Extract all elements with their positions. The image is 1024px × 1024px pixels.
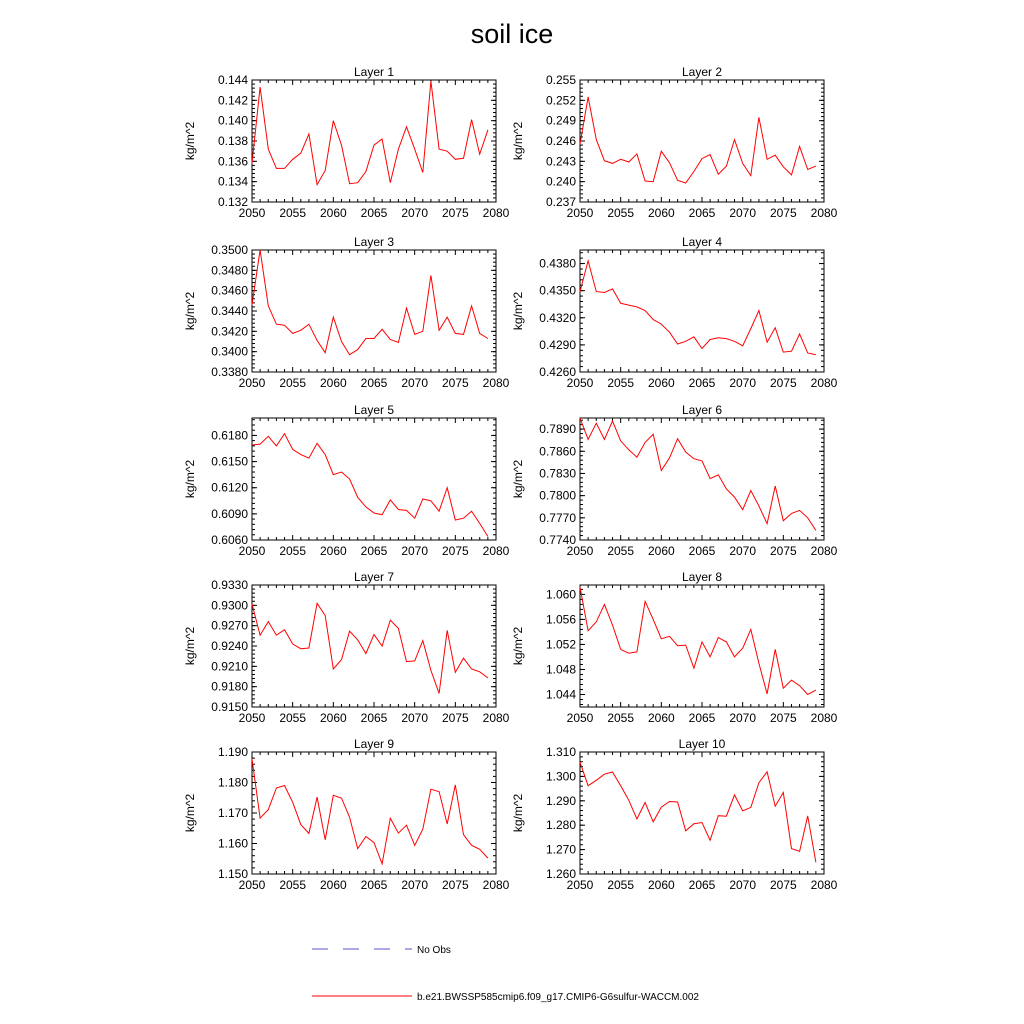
y-tick-label: 0.3420 xyxy=(211,324,248,339)
y-tick-label: 0.9210 xyxy=(211,659,248,674)
x-tick-label: 2070 xyxy=(729,878,757,892)
plot-frame xyxy=(580,418,824,540)
y-tick-label: 1.044 xyxy=(545,687,576,702)
y-tick-label: 0.9240 xyxy=(211,639,248,653)
x-tick-label: 2055 xyxy=(279,544,307,558)
y-tick-label: 0.3380 xyxy=(211,365,248,379)
y-tick-label: 0.3500 xyxy=(211,243,248,257)
y-tick-label: 1.160 xyxy=(217,836,248,851)
plot-frame xyxy=(252,418,496,540)
y-tick-label: 0.9180 xyxy=(211,679,248,694)
x-tick-label: 2075 xyxy=(769,544,797,558)
x-tick-label: 2050 xyxy=(238,878,266,892)
y-axis-label: kg/m^2 xyxy=(183,626,197,666)
series-line xyxy=(252,81,488,185)
x-tick-label: 2070 xyxy=(729,206,757,220)
y-tick-label: 1.180 xyxy=(217,775,248,790)
y-tick-label: 0.3480 xyxy=(211,263,248,278)
y-tick-label: 1.270 xyxy=(545,842,576,857)
panel-layer-10 xyxy=(511,737,838,892)
panel-title: Layer 3 xyxy=(353,235,395,249)
x-tick-label: 2055 xyxy=(279,206,307,220)
panels-group xyxy=(183,65,838,892)
x-tick-label: 2070 xyxy=(401,206,429,220)
x-tick-label: 2075 xyxy=(441,878,469,892)
x-tick-label: 2075 xyxy=(441,711,469,725)
x-tick-label: 2080 xyxy=(810,206,838,220)
x-tick-label: 2080 xyxy=(810,711,838,725)
y-tick-label: 0.9330 xyxy=(211,578,248,592)
x-tick-label: 2065 xyxy=(688,206,716,220)
panel-layer-4 xyxy=(511,235,838,390)
x-tick-label: 2075 xyxy=(769,878,797,892)
y-tick-label: 1.290 xyxy=(545,793,576,808)
x-tick-label: 2060 xyxy=(647,206,675,220)
plot-frame xyxy=(252,752,496,874)
plot-frame xyxy=(252,250,496,372)
y-tick-label: 0.6060 xyxy=(211,533,248,547)
y-tick-label: 0.7770 xyxy=(539,510,576,525)
panel-layer-9 xyxy=(183,737,510,892)
y-tick-label: 0.240 xyxy=(545,174,576,189)
x-tick-label: 2070 xyxy=(401,376,429,390)
y-tick-label: 1.060 xyxy=(545,587,576,602)
y-tick-label: 0.3400 xyxy=(211,344,248,359)
x-tick-label: 2080 xyxy=(482,376,510,390)
x-tick-label: 2060 xyxy=(647,544,675,558)
x-tick-label: 2065 xyxy=(360,206,388,220)
x-tick-label: 2070 xyxy=(729,544,757,558)
x-tick-label: 2060 xyxy=(319,206,347,220)
y-tick-label: 1.048 xyxy=(545,662,576,677)
legend-model-label: b.e21.BWSSP585cmip6.f09_g17.CMIP6-G6sulfur-WACCM.002 xyxy=(417,992,699,1003)
y-tick-label: 0.3440 xyxy=(211,304,248,318)
x-tick-label: 2065 xyxy=(688,711,716,725)
y-tick-label: 0.4290 xyxy=(539,337,576,352)
y-tick-label: 0.243 xyxy=(545,154,576,169)
x-tick-label: 2050 xyxy=(238,376,266,390)
series-line xyxy=(252,434,488,537)
x-tick-label: 2075 xyxy=(769,206,797,220)
y-tick-label: 1.056 xyxy=(545,612,576,627)
y-tick-label: 0.4350 xyxy=(539,283,576,298)
x-tick-label: 2065 xyxy=(688,376,716,390)
x-tick-label: 2060 xyxy=(319,711,347,725)
series-line xyxy=(580,261,816,355)
y-tick-label: 0.144 xyxy=(217,73,248,87)
figure-title: soil ice xyxy=(470,19,554,49)
panel-title: Layer 1 xyxy=(353,65,395,79)
y-tick-label: 0.252 xyxy=(545,93,576,108)
x-tick-label: 2055 xyxy=(279,711,307,725)
y-tick-label: 0.138 xyxy=(217,134,248,148)
legend-obs-label: No Obs xyxy=(417,945,451,956)
x-tick-label: 2050 xyxy=(566,206,594,220)
x-tick-label: 2070 xyxy=(729,376,757,390)
plot-frame xyxy=(580,250,824,372)
x-tick-label: 2065 xyxy=(688,878,716,892)
x-tick-label: 2050 xyxy=(238,206,266,220)
y-tick-label: 0.6150 xyxy=(211,454,248,469)
y-tick-label: 0.237 xyxy=(545,195,576,209)
x-tick-label: 2060 xyxy=(319,878,347,892)
x-tick-label: 2050 xyxy=(566,376,594,390)
y-axis-label: kg/m^2 xyxy=(511,121,525,161)
y-tick-label: 0.9150 xyxy=(211,700,248,714)
y-tick-label: 0.7890 xyxy=(539,422,576,437)
y-tick-label: 1.170 xyxy=(217,806,248,820)
x-tick-label: 2080 xyxy=(482,711,510,725)
x-tick-label: 2055 xyxy=(279,878,307,892)
y-tick-label: 1.260 xyxy=(545,867,576,881)
x-tick-label: 2060 xyxy=(647,711,675,725)
x-tick-label: 2070 xyxy=(401,711,429,725)
y-tick-label: 1.280 xyxy=(545,818,576,833)
series-line xyxy=(580,418,816,530)
y-axis-label: kg/m^2 xyxy=(511,459,525,499)
y-tick-label: 0.7740 xyxy=(539,533,576,547)
x-tick-label: 2075 xyxy=(441,544,469,558)
y-tick-label: 0.134 xyxy=(217,174,248,189)
series-line xyxy=(252,250,488,355)
y-axis-label: kg/m^2 xyxy=(511,291,525,331)
y-axis-label: kg/m^2 xyxy=(183,793,197,833)
panel-title: Layer 6 xyxy=(681,403,723,417)
panel-layer-6 xyxy=(511,403,838,558)
y-tick-label: 0.6180 xyxy=(211,428,248,443)
y-tick-label: 0.255 xyxy=(545,73,576,87)
panel-title: Layer 4 xyxy=(681,235,723,249)
panel-title: Layer 2 xyxy=(681,65,723,79)
y-tick-label: 0.4380 xyxy=(539,256,576,271)
plot-frame xyxy=(580,585,824,707)
x-tick-label: 2080 xyxy=(482,544,510,558)
series-line xyxy=(580,762,816,862)
y-tick-label: 1.150 xyxy=(217,867,248,881)
x-tick-label: 2055 xyxy=(607,711,635,725)
plot-frame xyxy=(252,80,496,202)
y-axis-label: kg/m^2 xyxy=(183,121,197,161)
x-tick-label: 2060 xyxy=(319,544,347,558)
y-tick-label: 0.140 xyxy=(217,113,248,128)
x-tick-label: 2060 xyxy=(647,878,675,892)
y-tick-label: 1.052 xyxy=(545,637,576,652)
series-line xyxy=(252,759,488,864)
x-tick-label: 2050 xyxy=(566,878,594,892)
plot-frame xyxy=(252,585,496,707)
x-tick-label: 2050 xyxy=(238,544,266,558)
x-tick-label: 2050 xyxy=(566,544,594,558)
panel-title: Layer 10 xyxy=(678,737,726,751)
panel-title: Layer 5 xyxy=(353,403,395,417)
y-tick-label: 0.7800 xyxy=(539,488,576,503)
x-tick-label: 2070 xyxy=(401,878,429,892)
legend xyxy=(312,945,699,1003)
y-tick-label: 0.9270 xyxy=(211,618,248,633)
y-tick-label: 0.249 xyxy=(545,113,576,128)
x-tick-label: 2050 xyxy=(238,711,266,725)
x-tick-label: 2080 xyxy=(482,878,510,892)
x-tick-label: 2060 xyxy=(319,376,347,390)
x-tick-label: 2050 xyxy=(566,711,594,725)
x-tick-label: 2070 xyxy=(729,711,757,725)
y-tick-label: 0.3460 xyxy=(211,283,248,298)
y-tick-label: 0.132 xyxy=(217,195,248,209)
x-tick-label: 2070 xyxy=(401,544,429,558)
plot-frame xyxy=(580,752,824,874)
panel-layer-5 xyxy=(183,403,510,558)
x-tick-label: 2065 xyxy=(360,711,388,725)
y-tick-label: 0.142 xyxy=(217,93,248,108)
y-axis-label: kg/m^2 xyxy=(183,459,197,499)
x-tick-label: 2060 xyxy=(647,376,675,390)
x-tick-label: 2065 xyxy=(688,544,716,558)
x-tick-label: 2055 xyxy=(607,878,635,892)
y-tick-label: 0.246 xyxy=(545,134,576,148)
plot-frame xyxy=(580,80,824,202)
y-tick-label: 0.4260 xyxy=(539,365,576,379)
y-axis-label: kg/m^2 xyxy=(183,291,197,331)
x-tick-label: 2075 xyxy=(441,376,469,390)
y-tick-label: 0.136 xyxy=(217,154,248,169)
series-line xyxy=(580,587,816,695)
x-tick-label: 2075 xyxy=(441,206,469,220)
series-line xyxy=(580,97,816,183)
series-line xyxy=(252,603,488,693)
y-tick-label: 1.310 xyxy=(545,745,576,759)
y-axis-label: kg/m^2 xyxy=(511,793,525,833)
y-tick-label: 0.7860 xyxy=(539,444,576,459)
y-tick-label: 0.6090 xyxy=(211,506,248,521)
panel-layer-2 xyxy=(511,65,838,220)
x-tick-label: 2055 xyxy=(607,206,635,220)
panel-layer-7 xyxy=(183,570,510,725)
y-tick-label: 0.6120 xyxy=(211,480,248,495)
panel-title: Layer 9 xyxy=(353,737,395,751)
panel-layer-3 xyxy=(183,235,510,390)
y-tick-label: 0.9300 xyxy=(211,598,248,613)
x-tick-label: 2055 xyxy=(607,376,635,390)
panel-layer-8 xyxy=(511,570,838,725)
panel-title: Layer 7 xyxy=(353,570,395,584)
x-tick-label: 2055 xyxy=(607,544,635,558)
x-tick-label: 2080 xyxy=(482,206,510,220)
panel-title: Layer 8 xyxy=(681,570,723,584)
y-tick-label: 0.4320 xyxy=(539,310,576,325)
y-tick-label: 1.190 xyxy=(217,745,248,759)
panel-layer-1 xyxy=(183,65,510,220)
x-tick-label: 2055 xyxy=(279,376,307,390)
x-tick-label: 2080 xyxy=(810,878,838,892)
y-tick-label: 0.7830 xyxy=(539,466,576,481)
x-tick-label: 2065 xyxy=(360,878,388,892)
x-tick-label: 2080 xyxy=(810,376,838,390)
x-tick-label: 2080 xyxy=(810,544,838,558)
y-tick-label: 1.300 xyxy=(545,769,576,784)
y-axis-label: kg/m^2 xyxy=(511,626,525,666)
x-tick-label: 2075 xyxy=(769,376,797,390)
x-tick-label: 2075 xyxy=(769,711,797,725)
x-tick-label: 2065 xyxy=(360,376,388,390)
x-tick-label: 2065 xyxy=(360,544,388,558)
